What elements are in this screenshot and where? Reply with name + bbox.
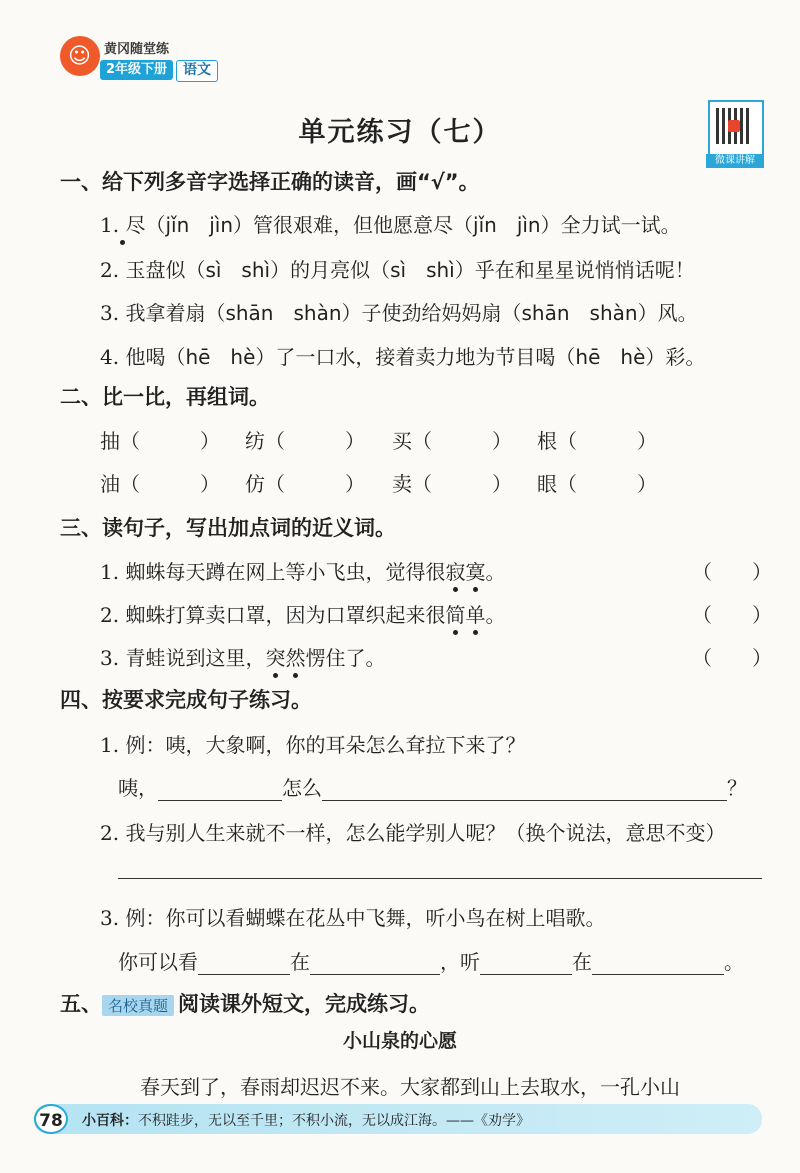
grade-label: 2年级下册 (100, 60, 173, 80)
fill-line-1: 咦， 怎么 ？ (118, 776, 747, 800)
sentence-3: 3. 青蛙说到这里，突然愣住了。 (100, 642, 385, 671)
example-2: 2. 我与别人生来就不一样，怎么能学别人呢？（换个说法，意思不变） (100, 821, 726, 845)
blank-field[interactable] (310, 956, 440, 975)
blank-field[interactable] (322, 782, 727, 801)
word-item[interactable]: 仿（ ） (245, 472, 365, 496)
smile-icon: ☺ (68, 44, 91, 69)
answer-paren[interactable]: （ ） (692, 646, 772, 670)
sentence-1: 1. 蜘蛛每天蹲在网上等小飞虫，觉得很寂寞。 (100, 556, 505, 585)
blank-field[interactable] (198, 956, 290, 975)
blank-field[interactable] (480, 956, 572, 975)
word-item[interactable]: 眼（ ） (537, 472, 657, 496)
question-1-4: 4. 他喝（hē hè）了一口水，接着卖力地为节目喝（hē hè）彩。 (100, 345, 706, 369)
answer-line[interactable] (118, 878, 762, 879)
word-item[interactable]: 卖（ ） (392, 472, 512, 496)
page-number: 78 (34, 1104, 68, 1134)
sentence-2: 2. 蜘蛛打算卖口罩，因为口罩织起来很简单。 (100, 599, 505, 628)
brand-name: 黄冈随堂练 (104, 42, 170, 57)
qr-center-icon (728, 120, 740, 132)
story-title: 小山泉的心愿 (342, 1030, 457, 1052)
page-title: 单元练习（七） (298, 117, 502, 148)
fill-line-3: 你可以看 在 ，听 在 。 (118, 950, 744, 974)
footer-tip: 小百科：不积跬步，无以至千里；不积小流，无以成江海。——《劝学》 (82, 1113, 530, 1129)
example-3: 3. 例：你可以看蝴蝶在花丛中飞舞，听小鸟在树上唱歌。 (100, 906, 606, 930)
section-5-heading: 五、 名校真题 阅读课外短文，完成练习。 (60, 992, 431, 1016)
famous-school-tag: 名校真题 (102, 995, 174, 1016)
answer-paren[interactable]: （ ） (692, 603, 772, 627)
question-1-1: 1. 尽（jǐn jìn）管很艰难，但他愿意尽（jǐn jìn）全力试一试。 (100, 209, 681, 238)
section-4-heading: 四、按要求完成句子练习。 (60, 688, 312, 712)
example-1: 1. 例：咦，大象啊，你的耳朵怎么耷拉下来了？ (100, 733, 526, 757)
subject-label: 语文 (176, 60, 218, 82)
section-2-heading: 二、比一比，再组词。 (60, 385, 270, 409)
section-3-heading: 三、读句子，写出加点词的近义词。 (60, 516, 396, 540)
word-item[interactable]: 纺（ ） (245, 429, 365, 453)
blank-field[interactable] (158, 782, 282, 801)
qr-label[interactable]: 微课讲解 (706, 154, 764, 168)
section-1-heading: 一、给下列多音字选择正确的读音，画“√”。 (60, 170, 480, 194)
story-text: 春天到了，春雨却迟迟不来。大家都到山上去取水，一孔小山 (140, 1075, 680, 1099)
answer-paren[interactable]: （ ） (692, 560, 772, 584)
question-1-2: 2. 玉盘似（sì shì）的月亮似（sì shì）乎在和星星说悄悄话呢！ (100, 258, 695, 282)
blank-field[interactable] (592, 956, 724, 975)
word-item[interactable]: 油（ ） (100, 472, 220, 496)
word-item[interactable]: 根（ ） (537, 429, 657, 453)
word-item[interactable]: 买（ ） (392, 429, 512, 453)
question-1-3: 3. 我拿着扇（shān shàn）子使劲给妈妈扇（shān shàn）风。 (100, 301, 698, 325)
word-item[interactable]: 抽（ ） (100, 429, 220, 453)
